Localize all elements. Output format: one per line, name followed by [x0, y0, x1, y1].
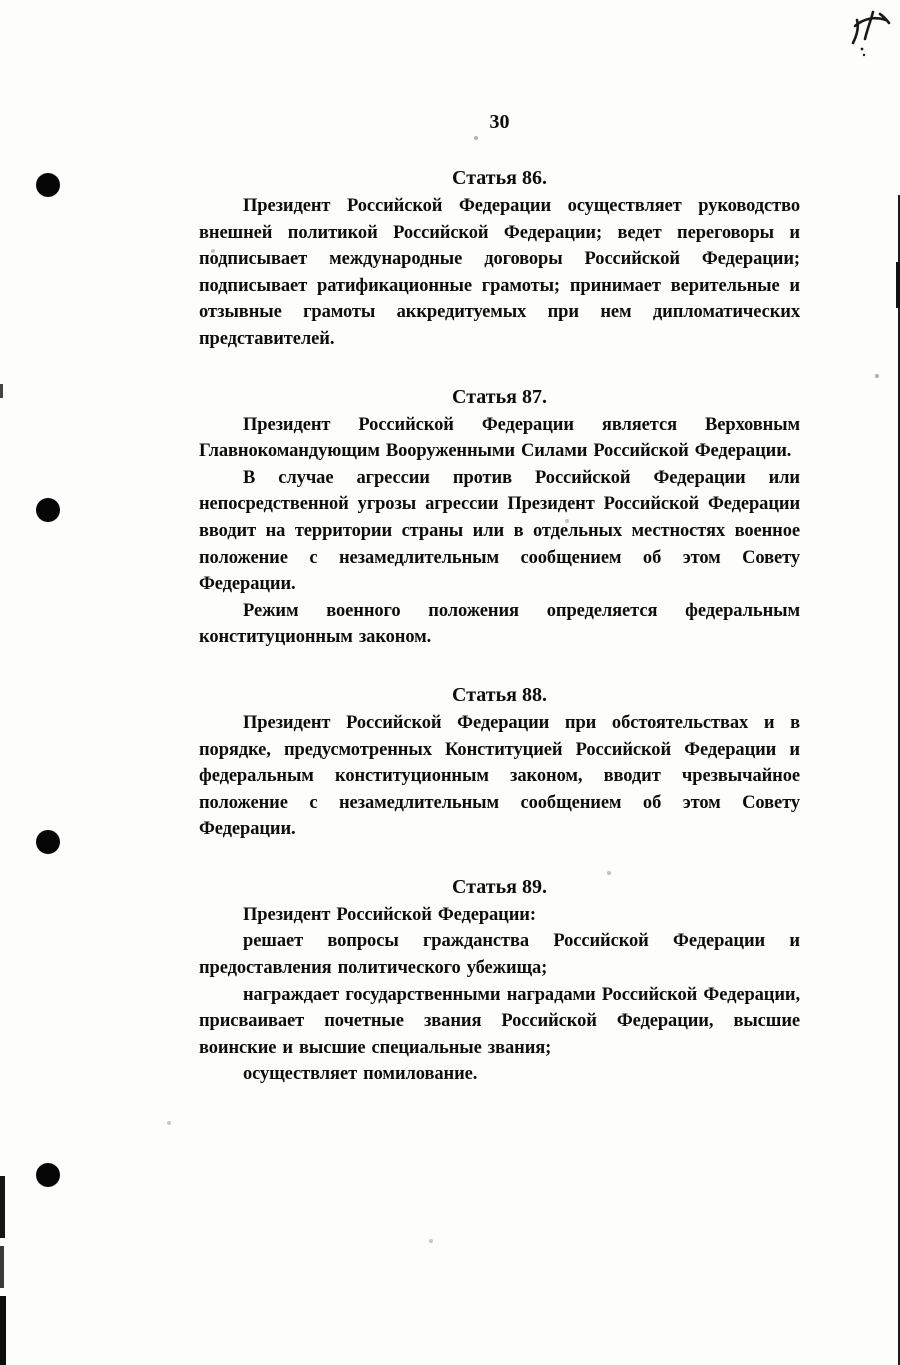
article-86-paragraph: Президент Российской Федерации осуществляет руководство внешней политикой Российской Федерации; ведет переговоры и подписывает международные договоры Российской Федерации; подписывает ратификационные грамоты; принимает верительные и отзывные грамоты аккредитуемых при нем дипломатических представителей. — [199, 196, 800, 349]
article-88-heading: Статья 88. — [452, 683, 547, 706]
article-89-paragraph-4: осуществляет помилование. — [243, 1064, 478, 1085]
article-86-heading: Статья 86. — [452, 167, 547, 189]
article-89-paragraph-2: решает вопросы гражданства Российской Федерации и предоставления политического убежища; — [199, 931, 800, 979]
punch-hole-3 — [36, 830, 60, 854]
scan-edge-bar-left-1 — [0, 1176, 5, 1238]
punch-hole-2 — [36, 498, 60, 522]
article-88-paragraph: Президент Российской Федерации при обстоятельствах и в порядке, предусмотренных Конституцией Российской Федерации и федеральным конституционным законом, вводит чрезвычайное положение с незамедлительным сообщением об этом Совету Федерации. — [199, 712, 800, 840]
article-89-heading: Статья 89. — [452, 875, 547, 898]
article-87-heading: Статья 87. — [452, 385, 547, 408]
article-87-paragraph-2: В случае агрессии против Российской Федерации или непосредственной угрозы агрессии Президент Российской Федерации вводит на территории страны или в отдельных местностях военное положение с незамедлительным сообщением об этом Совету Федерации. — [199, 467, 800, 595]
punch-hole-4 — [36, 1163, 60, 1187]
article-89-paragraph-3: награждает государственными наградами Российской Федерации, присваивает почетные звания Российской Федерации, высшие воинские и высшие специальные звания; — [199, 984, 800, 1058]
article-87 — [199, 384, 800, 651]
scan-speckles — [0, 0, 2, 2]
punch-hole-1 — [36, 173, 60, 197]
article-89 — [199, 874, 800, 1088]
scan-edge-blotch-right — [896, 262, 900, 308]
scan-edge-bar-left-2 — [0, 1246, 4, 1288]
handwritten-mark — [846, 6, 900, 70]
article-87-paragraph-1: Президент Российской Федерации является Верховным Главнокомандующим Вооруженными Силами Российской Федерации. — [199, 414, 800, 462]
article-88 — [199, 682, 800, 843]
scan-edge-dash-left — [0, 384, 3, 398]
page-number: 30 — [489, 111, 510, 133]
scan-edge-bar-left-3 — [0, 1296, 6, 1365]
article-87-paragraph-3: Режим военного положения определяется федеральным конституционным законом. — [199, 600, 800, 648]
page-content — [199, 110, 800, 1088]
article-86 — [199, 165, 800, 353]
article-89-paragraph-1: Президент Российской Федерации: — [243, 904, 536, 925]
